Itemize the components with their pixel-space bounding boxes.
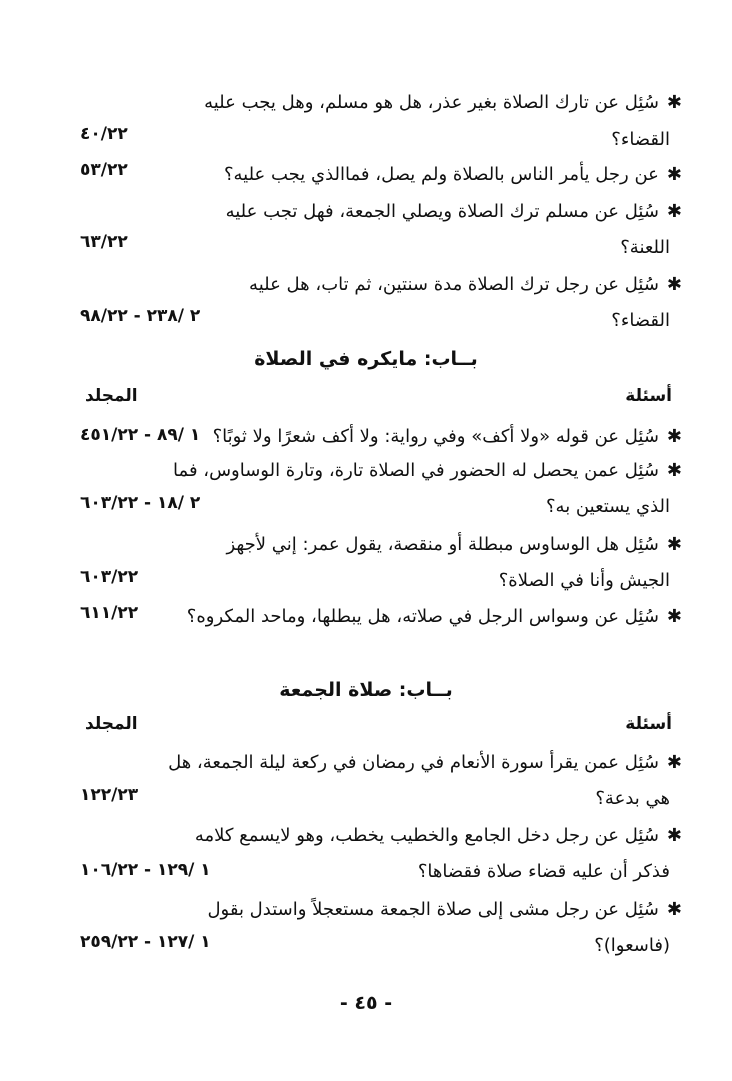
list-item	[195, 823, 682, 849]
bullet-icon: ✱	[666, 460, 682, 481]
list-item	[226, 532, 682, 558]
question-text: سُئِل عن قوله «ولا أكف» وفي رواية: ولا أكف شعرًا ولا ثوبًا؟	[212, 426, 659, 447]
question-continuation: فذكر أن عليه قضاء صلاة فقضاها؟	[417, 861, 670, 882]
volume-reference: ١ /٨٩ - ٤٥١/٢٢	[80, 425, 201, 445]
list-item	[173, 458, 682, 484]
section-title: بــاب: صلاة الجمعة	[279, 679, 453, 701]
bullet-icon: ✱	[666, 164, 682, 185]
question-continuation: القضاء؟	[611, 129, 670, 150]
volume-reference: ٦٠٣/٢٢	[80, 567, 139, 587]
list-item	[168, 750, 682, 776]
bullet-icon: ✱	[666, 92, 682, 113]
question-continuation: اللعنة؟	[620, 237, 670, 258]
volume-reference: ٥٣/٢٢	[80, 160, 128, 180]
list-item	[204, 90, 682, 116]
list-item	[249, 272, 682, 298]
question-text: سُئِل عن تارك الصلاة بغير عذر، هل هو مسلم، وهل يجب عليه	[204, 92, 659, 113]
volume-reference: ١٢٢/٢٣	[80, 785, 139, 805]
list-item	[226, 199, 682, 225]
bullet-icon: ✱	[666, 899, 682, 920]
volume-reference: ٤٠/٢٢	[80, 124, 128, 144]
question-continuation: الذي يستعين به؟	[546, 496, 670, 517]
column-header-questions: أسئلة	[625, 386, 672, 406]
column-header-volume: المجلد	[85, 714, 138, 734]
column-header-volume: المجلد	[85, 386, 138, 406]
question-text: سُئِل عن رجل دخل الجامع والخطيب يخطب، وهو لايسمع كلامه	[194, 825, 659, 846]
bullet-icon: ✱	[666, 825, 682, 846]
bullet-icon: ✱	[666, 201, 682, 222]
bullet-icon: ✱	[666, 534, 682, 555]
page-number: - ٤٥ -	[339, 992, 393, 1014]
question-continuation: الجيش وأنا في الصلاة؟	[498, 570, 670, 591]
volume-reference: ٦٣/٢٢	[80, 232, 128, 252]
question-text: سُئِل عن رجل ترك الصلاة مدة سنتين، ثم تاب، هل عليه	[249, 274, 659, 295]
list-item	[207, 897, 682, 923]
question-continuation: (فاسعوا)؟	[594, 935, 670, 956]
question-continuation: القضاء؟	[611, 310, 670, 331]
volume-reference: ٢ /١٨ - ٦٠٣/٢٢	[80, 493, 201, 513]
question-continuation: هي بدعة؟	[595, 788, 670, 809]
bullet-icon: ✱	[666, 606, 682, 627]
bullet-icon: ✱	[666, 752, 682, 773]
volume-reference: ١ /١٢٧ - ٢٥٩/٢٢	[80, 932, 211, 952]
bullet-icon: ✱	[666, 274, 682, 295]
question-text: سُئِل عمن يقرأ سورة الأنعام في رمضان في ركعة ليلة الجمعة، هل	[168, 752, 659, 773]
question-text: عن رجل يأمر الناس بالصلاة ولم يصل، فماالذي يجب عليه؟	[223, 164, 659, 185]
question-text: سُئِل هل الوساوس مبطلة أو منقصة، يقول عمر: إني لأجهز	[226, 534, 659, 555]
volume-reference: ٦١١/٢٢	[80, 603, 139, 623]
volume-reference: ٢ /٢٣٨ - ٩٨/٢٢	[80, 306, 201, 326]
section-title: بــاب: مايكره في الصلاة	[254, 348, 478, 370]
bullet-icon: ✱	[666, 426, 682, 447]
column-header-questions: أسئلة	[625, 714, 672, 734]
question-text: سُئِل عن مسلم ترك الصلاة ويصلي الجمعة، فهل تجب عليه	[225, 201, 659, 222]
volume-reference: ١ /١٢٩ - ١٠٦/٢٢	[80, 860, 211, 880]
question-text: سُئِل عمن يحصل له الحضور في الصلاة تارة، وتارة الوساوس، فما	[173, 460, 659, 481]
question-text: سُئِل عن رجل مشى إلى صلاة الجمعة مستعجلاً واستدل بقول	[207, 899, 659, 920]
question-text: سُئِل عن وسواس الرجل في صلاته، هل يبطلها، وماحد المكروه؟	[186, 606, 659, 627]
